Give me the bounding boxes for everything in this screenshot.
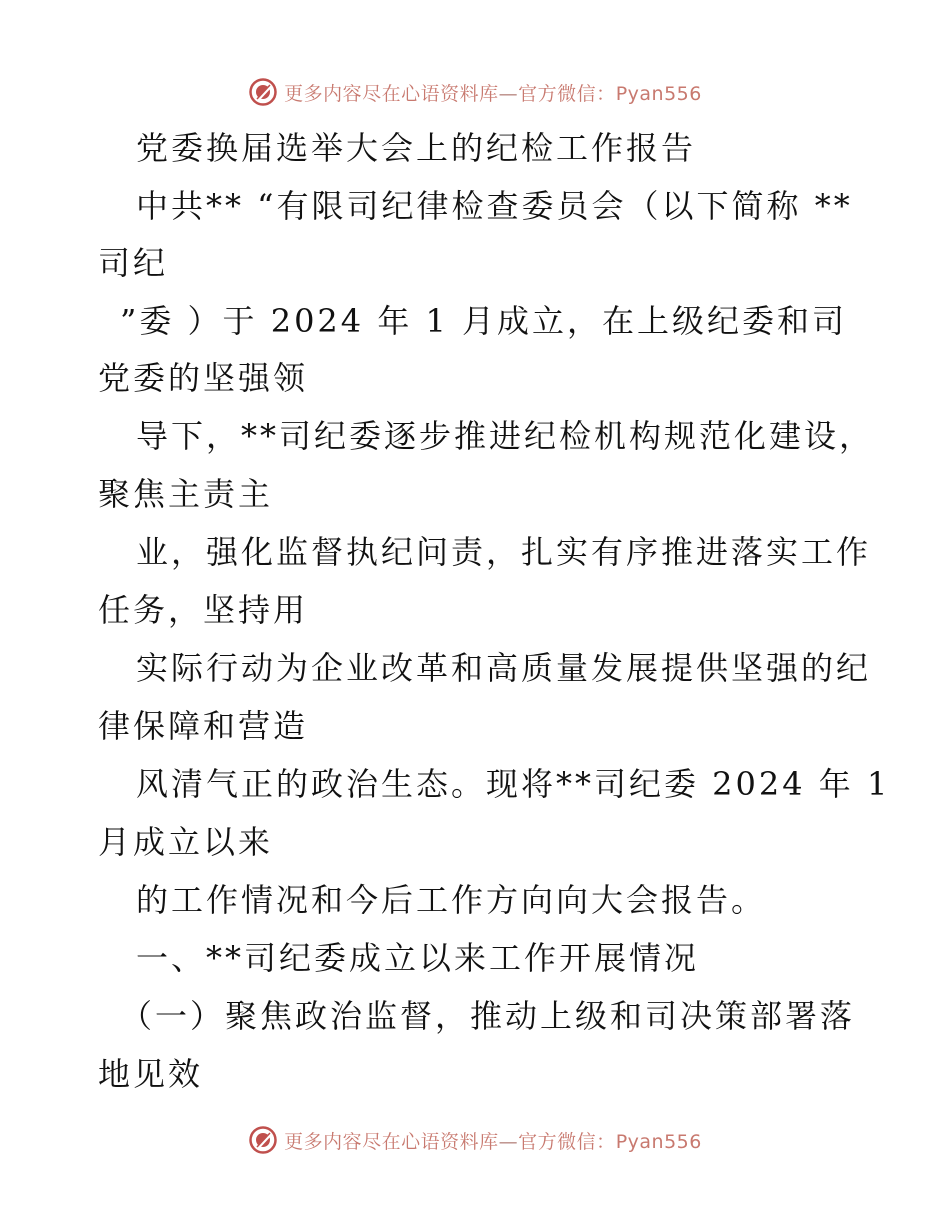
watermark-contact: 官方微信： (518, 82, 616, 105)
text-line: 的工作情况和今后工作方向向大会报告。 (136, 881, 767, 919)
text-line: 业，强化监督执纪问责，扎实有序推进落实工作 (136, 533, 872, 571)
text-line: 律保障和营造 (98, 707, 309, 745)
text-line: ”委 ）于 2024 年 1 月成立，在上级纪委和司 (120, 302, 848, 340)
subsection-heading-continued: 地见效 (98, 1055, 204, 1093)
watermark-id: Pyan556 (615, 1130, 702, 1153)
text-line: 任务，坚持用 (98, 591, 309, 629)
watermark-dash: — (498, 1130, 519, 1153)
text-line: 月成立以来 (98, 823, 274, 861)
watermark-main: 更多内容尽在心语资料库 (284, 1130, 499, 1153)
watermark-footer (0, 1120, 950, 1160)
section-heading: 一、**司纪委成立以来工作开展情况 (136, 939, 700, 977)
text-line: 司纪 (98, 244, 169, 282)
text-line: 中共** “有限司纪律检查委员会（以下简称 ** (136, 187, 853, 225)
watermark-id: Pyan556 (615, 82, 702, 105)
red-seal-pen-logo-icon (248, 1125, 278, 1155)
watermark-contact: 官方微信： (518, 1130, 616, 1153)
text-line: 实际行动为企业改革和高质量发展提供坚强的纪 (136, 649, 872, 687)
text-line: 党委的坚强领 (98, 359, 309, 397)
watermark-text (284, 1127, 702, 1154)
text-line: 导下，**司纪委逐步推进纪检机构规范化建设， (136, 417, 875, 455)
watermark-dash: — (498, 82, 519, 105)
text-line: 风清气正的政治生态。现将**司纪委 2024 年 1 (136, 765, 891, 803)
document-title: 党委换届选举大会上的纪检工作报告 (136, 129, 697, 167)
text-line: 聚焦主责主 (98, 475, 274, 513)
watermark-main: 更多内容尽在心语资料库 (284, 82, 499, 105)
subsection-heading: （一）聚焦政治监督，推动上级和司决策部署落 (120, 997, 856, 1035)
